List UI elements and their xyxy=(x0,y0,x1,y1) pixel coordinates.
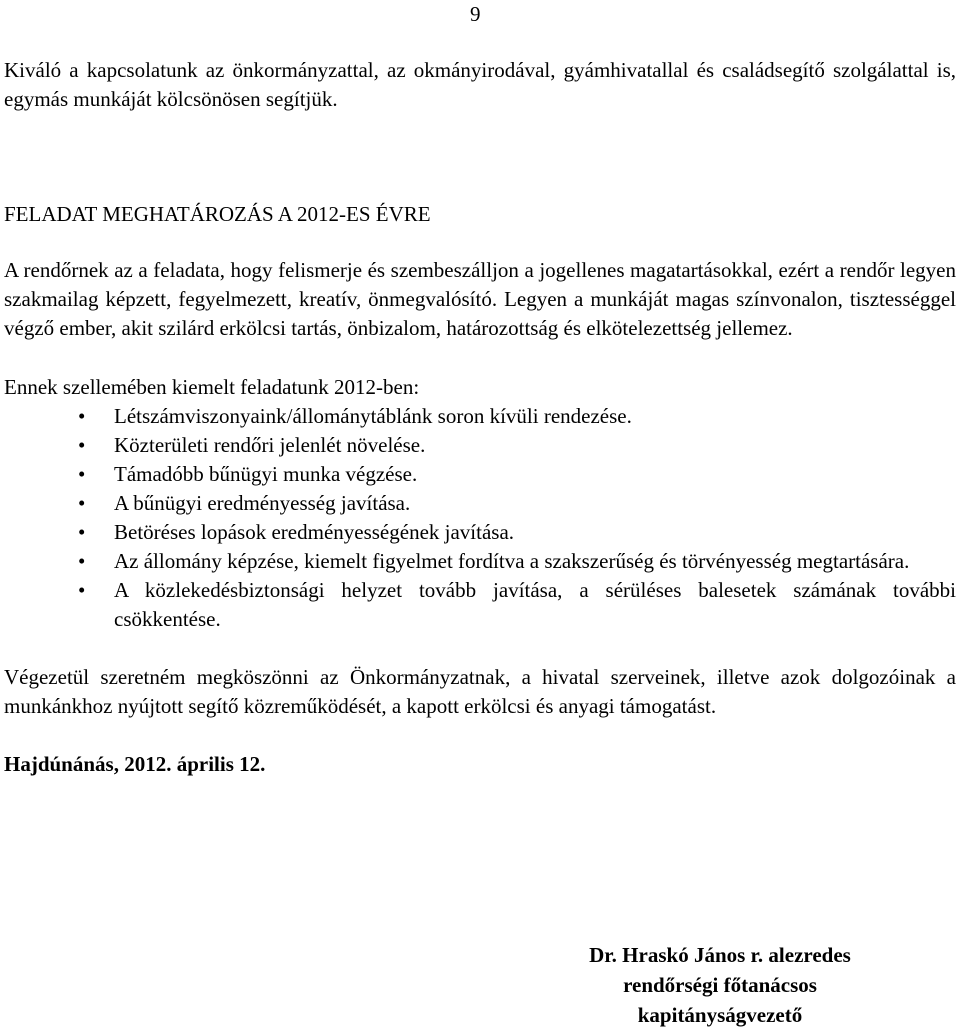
bullet-icon: • xyxy=(78,578,86,602)
signatory-name: Dr. Hraskó János r. alezredes xyxy=(589,943,851,967)
list-item-text: Közterületi rendőri jelenlét növelése. xyxy=(114,433,426,457)
bullet-icon: • xyxy=(78,549,86,573)
list-item-text: A közlekedésbiztonsági helyzet tovább javítása, a sérüléses balesetek számának további csökkentése. xyxy=(114,578,956,631)
signature-block xyxy=(520,940,920,1030)
list-item xyxy=(4,431,956,460)
bullet-icon: • xyxy=(78,491,86,515)
list-item xyxy=(4,576,956,634)
bullet-icon: • xyxy=(78,404,86,428)
place-date: Hajdúnánás, 2012. április 12. xyxy=(4,752,266,776)
bullet-icon: • xyxy=(78,520,86,544)
thanks-paragraph: Végezetül szeretném megköszönni az Önkormányzatnak, a hivatal szerveinek, illetve azok dolgozóinak a munkánkhoz nyújtott segítő közreműködését, a kapott erkölcsi és anyagi támogatást. xyxy=(4,665,956,718)
section-heading: FELADAT MEGHATÁROZÁS A 2012-ES ÉVRE xyxy=(4,202,431,226)
bullet-icon: • xyxy=(78,433,86,457)
bullet-icon: • xyxy=(78,462,86,486)
list-item xyxy=(4,547,956,576)
priorities-list xyxy=(4,402,956,634)
list-item xyxy=(4,518,956,547)
signatory-position: kapitányságvezető xyxy=(637,1003,803,1027)
signatory-rank: rendőrségi főtanácsos xyxy=(623,973,817,997)
list-item xyxy=(4,460,956,489)
list-item-text: Támadóbb bűnügyi munka végzése. xyxy=(114,462,418,486)
list-item-text: Betöréses lopások eredményességének javítása. xyxy=(114,520,515,544)
intro-paragraph: Kiváló a kapcsolatunk az önkormányzattal, az okmányirodával, gyámhivatallal és családsegítő szolgálattal is, egymás munkáját kölcsönösen segítjük. xyxy=(4,58,956,111)
list-item-text: Az állomány képzése, kiemelt figyelmet fordítva a szakszerűség és törvényesség megtartására. xyxy=(114,549,910,573)
priorities-intro: Ennek szellemében kiemelt feladatunk 2012-ben: xyxy=(4,375,420,399)
list-item xyxy=(4,489,956,518)
list-item-text: A bűnügyi eredményesség javítása. xyxy=(114,491,411,515)
task-paragraph: A rendőrnek az a feladata, hogy felismerje és szembeszálljon a jogellenes magatartásokkal, ezért a rendőr legyen szakmailag képzett, fegyelmezett, kreatív, önmegvalósító. Legyen a munkáját magas színvonalon, tisztességgel végző ember, akit szilárd erkölcsi tartás, önbizalom, határozottság és elkötelezettség jellemez. xyxy=(4,258,956,340)
page-number: 9 xyxy=(470,2,481,26)
list-item-text: Létszámviszonyaink/állománytáblánk soron kívüli rendezése. xyxy=(114,404,632,428)
document-body xyxy=(4,56,956,779)
list-item xyxy=(4,402,956,431)
